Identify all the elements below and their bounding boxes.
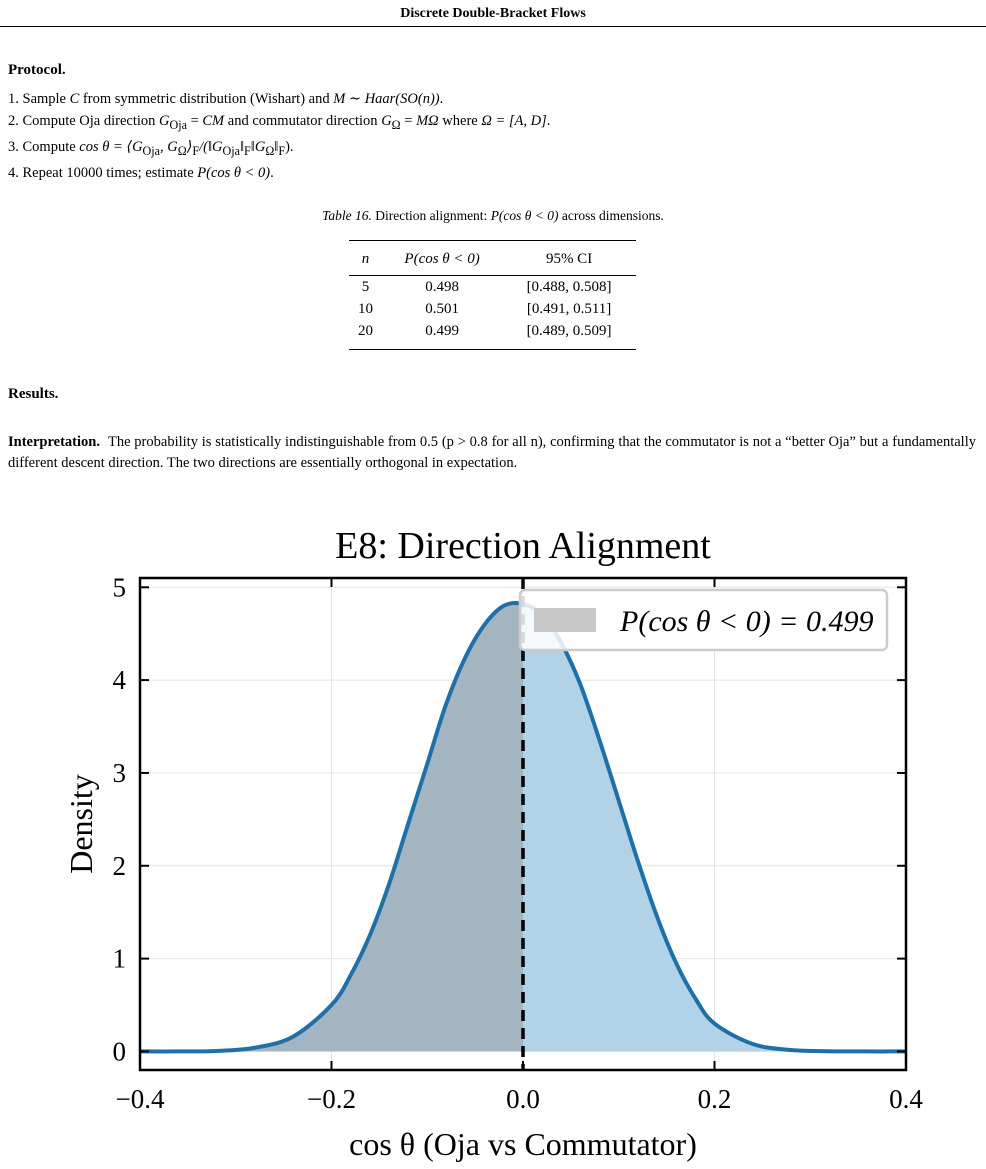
table-row <box>349 298 636 320</box>
table-cell: 5 <box>361 279 370 295</box>
running-head: Discrete Double-Bracket Flows <box>400 6 586 21</box>
y-tick-label: 2 <box>112 850 126 881</box>
interpretation-heading: Interpretation. <box>8 434 100 450</box>
x-tick-label: 0.2 <box>697 1084 732 1114</box>
y-tick-label: 1 <box>112 943 126 974</box>
protocol-step-1: 1. Sample C from symmetric distribution (Wishart) and M ∼ Haar(SO(n)). <box>8 91 444 107</box>
table-caption: Table 16. Direction alignment: P(cos θ < 0) across dimensions. <box>322 208 664 223</box>
y-tick-label: 3 <box>112 757 126 788</box>
table-cell: [0.489, 0.509] <box>526 323 612 339</box>
x-axis-label: cos θ (Oja vs Commutator) <box>349 1126 697 1162</box>
x-tick-label: 0.0 <box>506 1084 540 1114</box>
table-row <box>349 276 636 299</box>
protocol-heading: Protocol. <box>8 62 66 78</box>
table-header-row <box>349 241 636 276</box>
protocol-step-4: 4. Repeat 10000 times; estimate P(cos θ < 0). <box>8 164 274 181</box>
col-header-probability: P(cos θ < 0) <box>382 241 502 276</box>
table-cell: 0.498 <box>425 279 459 295</box>
x-tick-label: 0.4 <box>889 1084 923 1114</box>
legend-swatch <box>534 608 596 632</box>
direction-alignment-table <box>349 240 636 350</box>
table-cell: 0.499 <box>425 323 459 339</box>
protocol-steps <box>8 88 550 184</box>
table-cell: [0.488, 0.508] <box>526 279 612 295</box>
y-tick-label: 0 <box>112 1036 126 1067</box>
header-rule <box>0 26 986 27</box>
interpretation-paragraph <box>8 432 976 474</box>
x-tick-label: −0.2 <box>307 1084 356 1114</box>
direction-alignment-chart <box>0 510 986 1169</box>
table-cell: 10 <box>358 301 374 317</box>
interpretation-text: The probability is statistically indistinguishable from 0.5 (p > 0.8 for all n), confirming that the commutator is not a “better Oja” but a fundamentally different descent direction. The two directions are essentially orthogonal in expectation. <box>8 434 976 471</box>
table-cell: 20 <box>358 323 374 339</box>
col-header-n: n <box>349 241 382 276</box>
table-row <box>349 320 636 350</box>
table-cell: [0.491, 0.511] <box>526 301 612 317</box>
legend-label: P(cos θ < 0) = 0.499 <box>620 605 874 638</box>
y-tick-label: 5 <box>112 572 126 603</box>
results-heading: Results. <box>8 386 59 402</box>
chart-title: E8: Direction Alignment <box>335 525 711 567</box>
table-cell: 0.501 <box>425 301 459 317</box>
y-tick-label: 4 <box>112 665 126 696</box>
protocol-step-3: 3. Compute $\cos \theta = ⟨G_{Oja}$, $G_\Omega⟩_F/(‖G_{Oja}‖_F‖G_\Omega‖_F)$. <box>8 138 294 158</box>
col-header-ci: 95% CI <box>502 241 636 276</box>
x-tick-label: −0.4 <box>115 1084 165 1114</box>
protocol-step-2: 2. Compute Oja direction $G_{Oja}$ = CM and commutator direction $G_\Omega = M\Omega$ where Ω = [A, D]. <box>8 113 551 132</box>
y-axis-label: Density <box>63 774 99 874</box>
